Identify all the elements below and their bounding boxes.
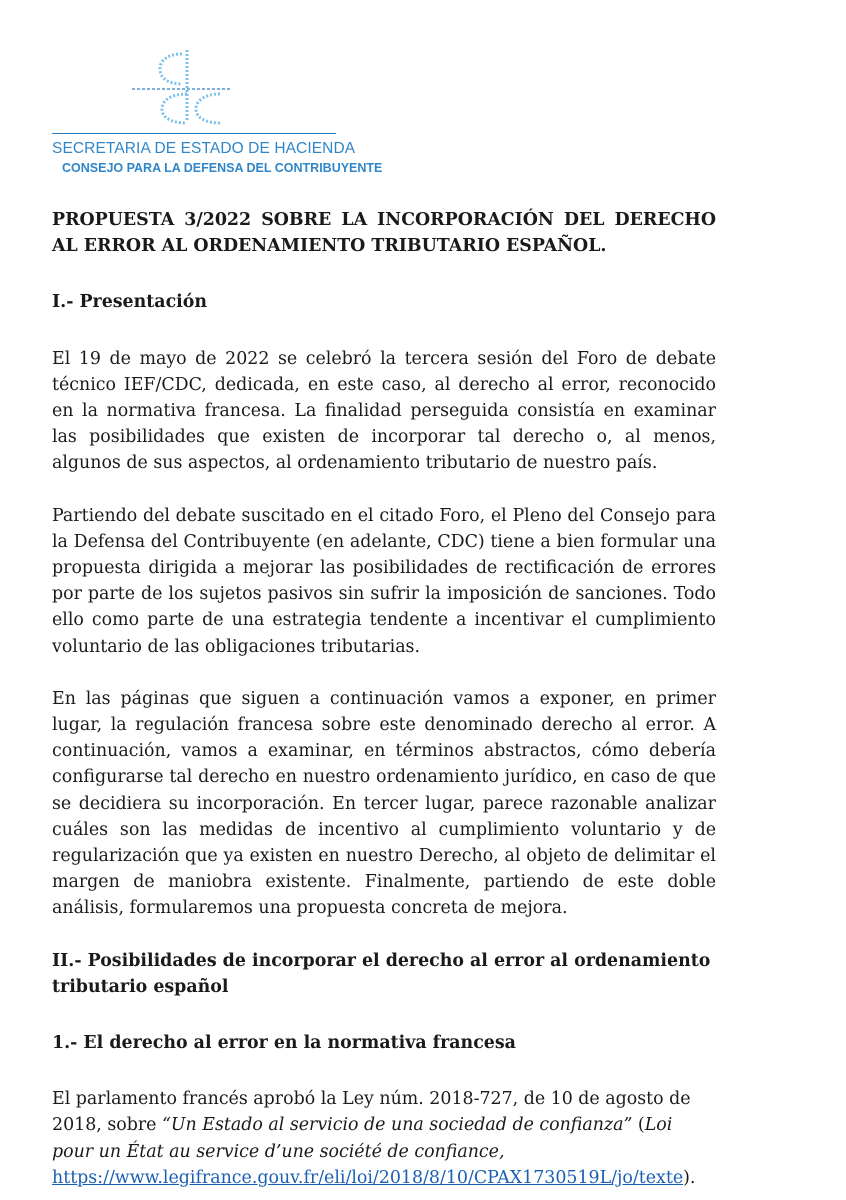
- legifrance-link[interactable]: https://www.legifrance.gouv.fr/eli/loi/2018/8/10/CPAX1730519L/jo/texte: [52, 1167, 684, 1188]
- section-heading: II.- Posibilidades de incorporar el derecho al error al ordenamiento tributario español: [52, 950, 711, 997]
- subsection-heading: 1.- El derecho al error en la normativa francesa: [52, 1033, 516, 1054]
- document-body: [52, 207, 716, 1191]
- italic-title-es: “Un Estado al servicio de una sociedad de confianza”: [161, 1115, 633, 1136]
- paragraph: Partiendo del debate suscitado en el citado Foro, el Pleno del Consejo para la Defensa del Contribuyente (en adelante, CDC) tiene a bien formular una propuesta dirigida a mejorar las posibilidades de rectificación de errores por parte de los sujetos pasivos sin sufrir la imposición de sanciones. Todo ello como parte de una estrategia tendente a incentivar el cumplimiento voluntario de las obligaciones tributarias.: [52, 505, 716, 657]
- cdc-logo-mark: [132, 48, 252, 128]
- paragraph: El 19 de mayo de 2022 se celebró la tercera sesión del Foro de debate técnico IEF/CDC, dedicada, en este caso, al derecho al error, reconocido en la normativa francesa. La finalidad perseguida consistía en examinar las posibilidades que existen de incorporar tal derecho o, al menos, algunos de sus aspectos, al ordenamiento tributario de nuestro país.: [52, 348, 716, 474]
- header-rule: [52, 133, 336, 134]
- italic-title-fr: Loi pour un État au service d’une société de confiance,: [52, 1115, 673, 1162]
- logo-letters: [52, 48, 53, 49]
- org-name: SECRETARIA DE ESTADO DE HACIENDA: [52, 140, 356, 157]
- text-run: ).: [683, 1167, 696, 1188]
- text-run: (: [632, 1115, 645, 1136]
- paragraph: En las páginas que siguen a continuación vamos a exponer, en primer lugar, la regulación francesa sobre este denominado derecho al error. A continuación, vamos a examinar, en términos abstractos, cómo debería configurarse tal derecho en nuestro ordenamiento jurídico, en caso de que se decidiera su incorporación. En tercer lugar, parece razonable analizar cuáles son las medidas de incentivo al cumplimiento voluntario y de regularización que ya existen en nuestro Derecho, al objeto de delimitar el margen de maniobra existente. Finalmente, partiendo de este doble análisis, formularemos una propuesta concreta de mejora.: [52, 688, 716, 919]
- paragraph: [52, 1086, 716, 1191]
- org-subname: CONSEJO PARA LA DEFENSA DEL CONTRIBUYENTE: [62, 161, 383, 175]
- document-title: PROPUESTA 3/2022 SOBRE LA INCORPORACIÓN DEL DERECHO AL ERROR AL ORDENAMIENTO TRIBUTARIO ESPAÑOL.: [52, 210, 716, 257]
- section-heading: I.- Presentación: [52, 292, 208, 313]
- text-run: El parlamento francés aprobó la Ley núm. 2018-727, de 10 de agosto de 2018, sobre: [52, 1089, 691, 1136]
